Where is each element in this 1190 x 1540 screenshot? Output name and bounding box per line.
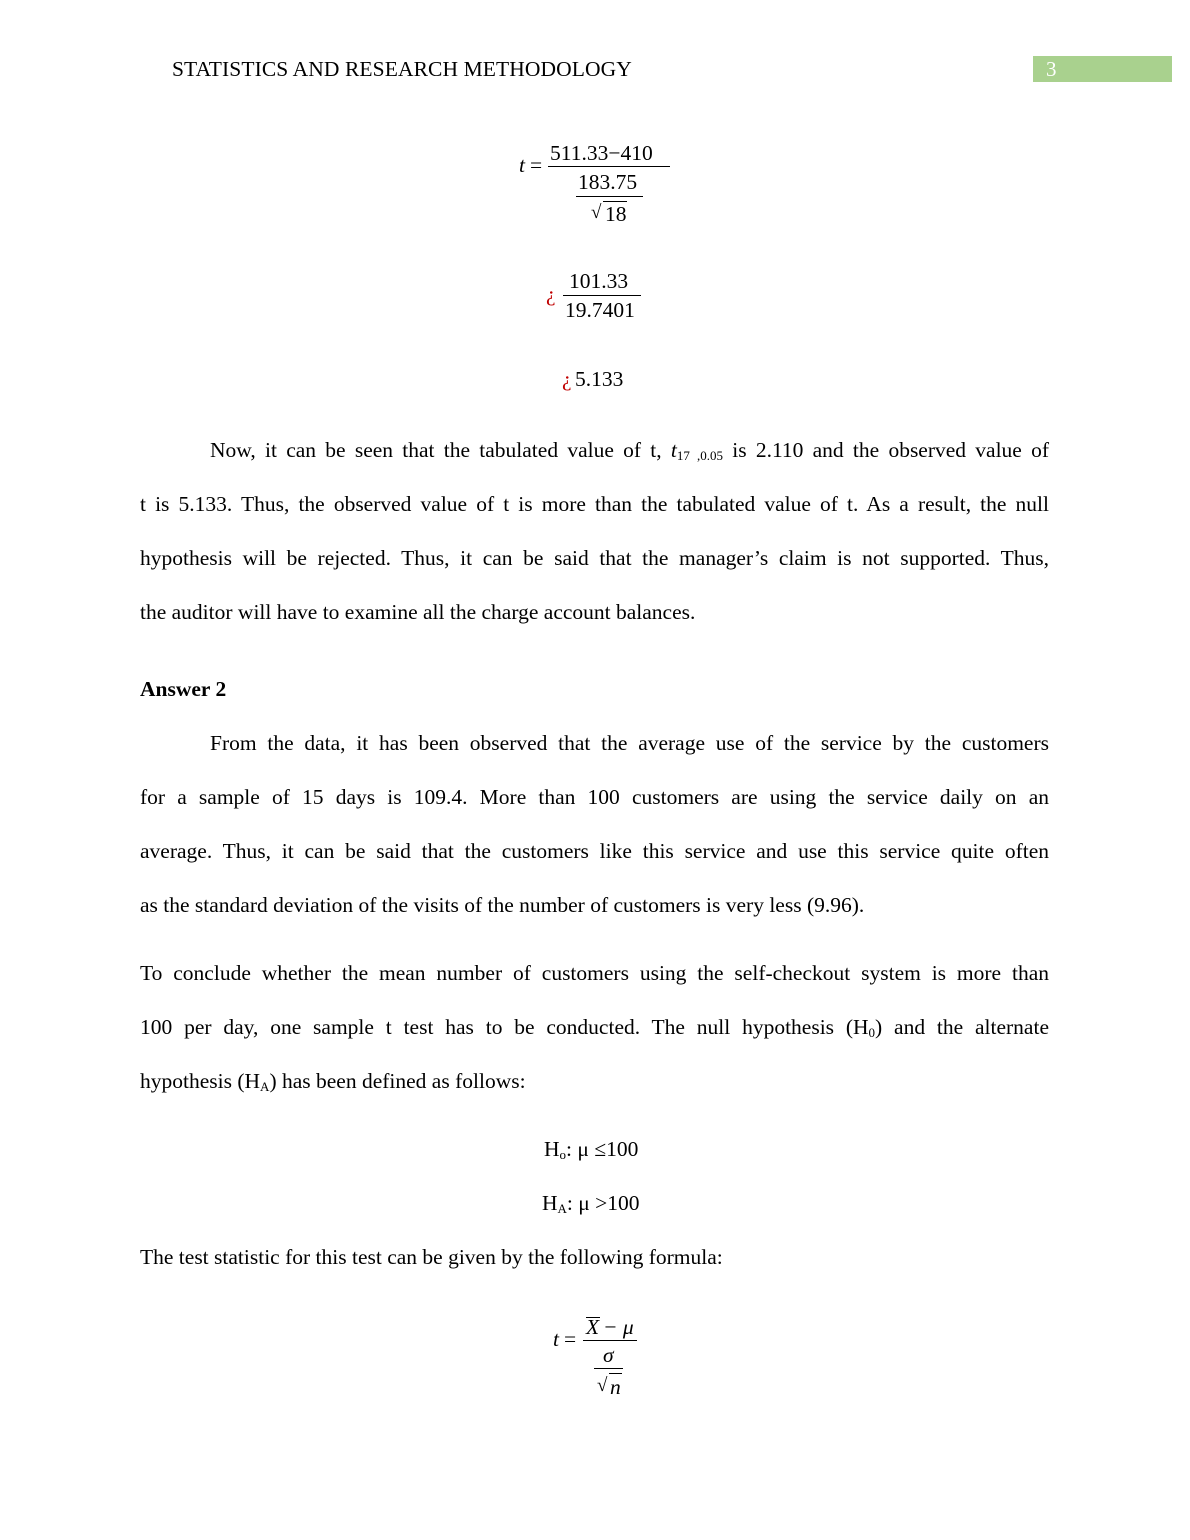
eq4-equals: = xyxy=(564,1327,577,1351)
para2-line-1: From the data, it has been observed that the average use of the service by the customers xyxy=(210,731,1049,755)
eq4-fraction-bar xyxy=(583,1340,637,1341)
eq2-glyph: ¿ xyxy=(546,282,556,306)
para3-line-2 xyxy=(140,1000,1049,1054)
eq4-minus-mu: − μ xyxy=(603,1315,634,1339)
eq1-lhs: t xyxy=(519,153,525,177)
eq4-sqrt-bar xyxy=(609,1373,622,1374)
paragraph-conclusion-1 xyxy=(140,423,1049,639)
para2-line-3: average. Thus, it can be said that the customers like this service and use this service quite often xyxy=(140,839,1049,863)
null-hypothesis xyxy=(544,1137,638,1162)
para3-line-3a: hypothesis (H xyxy=(140,1069,261,1093)
section-heading-answer-2: Answer 2 xyxy=(140,677,227,701)
eq4-xbar: X xyxy=(586,1315,600,1339)
eq4-sqrt-symbol: √ xyxy=(597,1375,608,1396)
page-number-badge xyxy=(1033,56,1172,82)
eq1-denominator-top: 183.75 xyxy=(578,170,638,194)
para3-line-2b: ) and the alternate xyxy=(875,1015,1049,1039)
h0-sub: o xyxy=(559,1147,567,1162)
para1-line-4: the auditor will have to examine all the charge account balances. xyxy=(140,600,696,624)
para3-line-1: To conclude whether the mean number of customers using the self-checkout system is more than xyxy=(140,961,1049,985)
eq1-equals: = xyxy=(530,153,543,177)
para1-line-1b: is 2.110 and the observed value of xyxy=(732,438,1050,462)
eq1-numerator: 511.33−410 xyxy=(550,141,653,165)
h0-subscript: 0 xyxy=(868,1025,876,1040)
para1-line-1 xyxy=(140,423,1049,477)
eq4-inner-fraction-bar xyxy=(594,1368,623,1369)
ha-subscript: A xyxy=(260,1079,270,1094)
eq3-glyph: ¿ xyxy=(562,367,572,391)
eq4-n: n xyxy=(610,1375,621,1399)
para1-line-2: t is 5.133. Thus, the observed value of t is more than the tabulated value of t. As a result, the null xyxy=(140,492,1049,516)
eq1-fraction-bar xyxy=(548,166,670,167)
eq1-sqrt-symbol: √ xyxy=(591,202,602,223)
para3-line-3 xyxy=(140,1054,1049,1108)
para3-line-2a: 100 per day, one sample t test has to be conducted. The null hypothesis (H xyxy=(140,1015,869,1039)
h0-condition: : μ ≤100 xyxy=(566,1137,639,1161)
paragraph-answer-2 xyxy=(140,716,1049,932)
eq4-lhs: t xyxy=(553,1327,559,1351)
h0-letter: H xyxy=(544,1137,560,1161)
eq2-numerator: 101.33 xyxy=(569,269,629,293)
eq1-inner-fraction-bar xyxy=(576,196,643,197)
paragraph-hypothesis-intro xyxy=(140,946,1049,1108)
para1-line-3: hypothesis will be rejected. Thus, it can be said that the manager’s claim is not supported. Thus, xyxy=(140,546,1049,570)
t-critical-symbol: t xyxy=(670,438,677,462)
paragraph-test-statistic-intro: The test statistic for this test can be given by the following formula: xyxy=(140,1245,723,1269)
alternate-hypothesis xyxy=(542,1191,640,1216)
para2-line-2: for a sample of 15 days is 109.4. More than 100 customers are using the service daily on an xyxy=(140,785,1049,809)
t-critical-subscript: 17 ,0.05 xyxy=(676,448,723,463)
page-number: 3 xyxy=(1046,57,1057,81)
para2-line-4: as the standard deviation of the visits of the number of customers is very less (9.96). xyxy=(140,893,865,917)
eq2-fraction-bar xyxy=(563,295,641,296)
ha-sub: A xyxy=(557,1201,567,1216)
para3-line-3b: ) has been defined as follows: xyxy=(269,1069,526,1093)
eq1-sqrt-arg: 18 xyxy=(605,202,627,226)
ha-condition: : μ >100 xyxy=(566,1191,640,1215)
ha-letter: H xyxy=(542,1191,558,1215)
eq2-denominator: 19.7401 xyxy=(565,298,635,322)
para1-line-1a: Now, it can be seen that the tabulated value of t, xyxy=(210,438,662,462)
eq4-sigma: σ xyxy=(603,1343,614,1367)
running-header: STATISTICS AND RESEARCH METHODOLOGY xyxy=(172,57,632,81)
eq3-value: 5.133 xyxy=(575,367,624,391)
